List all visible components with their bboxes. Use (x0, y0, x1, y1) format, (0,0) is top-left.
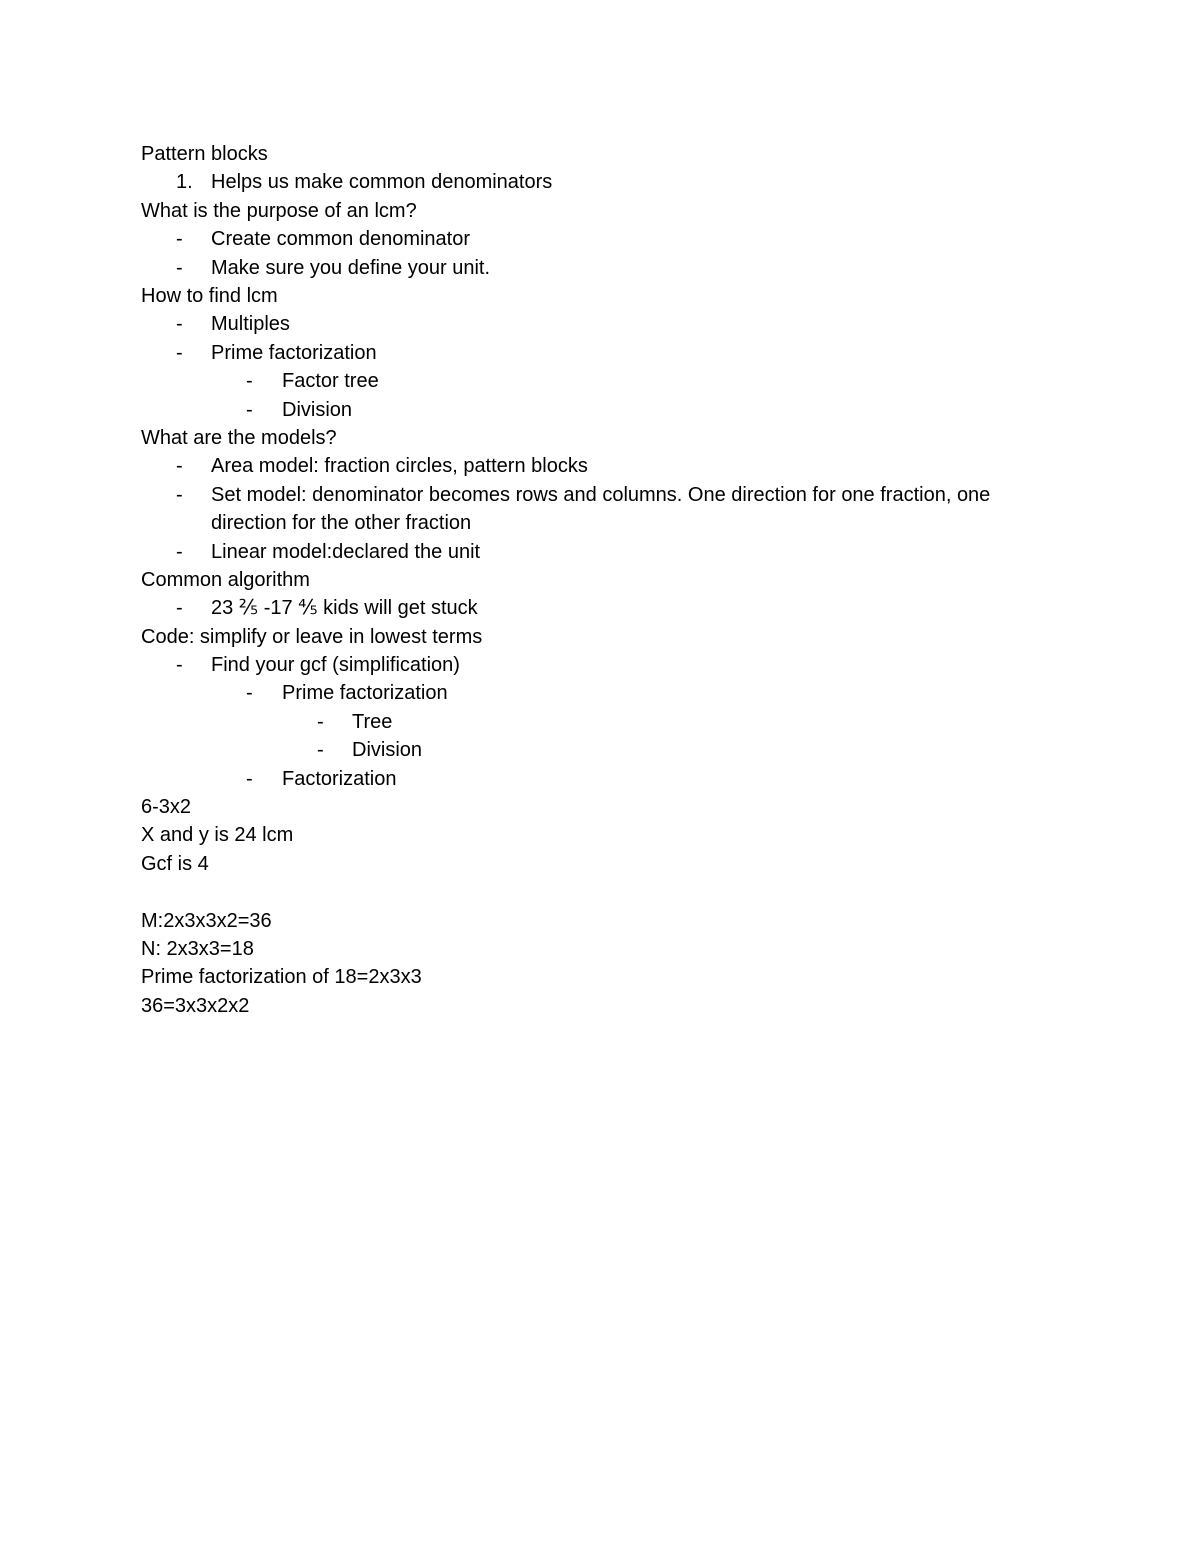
line-text: Area model: fraction circles, pattern blocks (211, 455, 588, 478)
line-text: Division (352, 739, 423, 762)
line-text: Find your gcf (simplification) (211, 654, 460, 677)
line-text: How to find lcm (141, 284, 278, 307)
bullet-dash: - (176, 654, 183, 677)
bullet-dash: - (176, 313, 183, 336)
list-item (141, 594, 1081, 622)
line-text: Prime factorization of 18=2x3x3 (141, 966, 422, 989)
list-item (141, 481, 1081, 538)
line-text: Helps us make common denominators (211, 171, 553, 194)
bullet-dash: - (246, 767, 253, 790)
bullet-dash: - (176, 228, 183, 251)
line-text: M:2x3x3x2=36 (141, 909, 272, 932)
line-text: Prime factorization (282, 682, 448, 705)
blank-line (141, 878, 1081, 906)
heading-line (141, 992, 1081, 1020)
bullet-dash: - (176, 341, 183, 364)
heading-line (141, 963, 1081, 991)
bullet-dash: - (246, 682, 253, 705)
bullet-dash: - (176, 483, 183, 506)
line-text: N: 2x3x3=18 (141, 937, 254, 960)
list-item (141, 310, 1081, 338)
heading-line (141, 935, 1081, 963)
bullet-dash: - (317, 710, 324, 733)
bullet-dash: - (176, 256, 183, 279)
heading-line (141, 140, 1081, 168)
line-text: X and y is 24 lcm (141, 824, 294, 847)
list-item (141, 367, 1081, 395)
line-text: 36=3x3x2x2 (141, 994, 250, 1017)
line-text: Division (282, 398, 353, 421)
line-text: Prime factorization (211, 341, 377, 364)
list-item (141, 339, 1081, 367)
line-text: What are the models? (141, 426, 337, 449)
heading-line (141, 850, 1081, 878)
line-text: 23 ⅖ -17 ⅘ kids will get stuck (211, 597, 478, 620)
list-item (141, 538, 1081, 566)
line-text: What is the purpose of an lcm? (141, 199, 417, 222)
heading-line (141, 793, 1081, 821)
line-text: Multiples (211, 313, 290, 336)
document-body (141, 140, 1081, 1020)
line-text: Gcf is 4 (141, 852, 209, 875)
line-text: Create common denominator (211, 228, 471, 251)
line-text: Set model: denominator becomes rows and columns. One direction for one fraction, one direction for the other fraction (211, 483, 991, 535)
line-text: Factor tree (282, 370, 379, 393)
list-item (141, 168, 1081, 196)
heading-line (141, 566, 1081, 594)
list-item (141, 736, 1081, 764)
line-text: Factorization (282, 767, 397, 790)
bullet-dash: - (317, 739, 324, 762)
list-item (141, 765, 1081, 793)
bullet-dash: - (176, 597, 183, 620)
list-item (141, 254, 1081, 282)
bullet-dash: - (176, 540, 183, 563)
bullet-dash: - (246, 398, 253, 421)
list-item (141, 679, 1081, 707)
line-text: Tree (352, 710, 393, 733)
list-item (141, 396, 1081, 424)
list-item (141, 708, 1081, 736)
line-text: Code: simplify or leave in lowest terms (141, 625, 483, 648)
line-text: 6-3x2 (141, 796, 192, 819)
list-number: 1. (176, 171, 193, 194)
list-item (141, 452, 1081, 480)
list-item (141, 225, 1081, 253)
line-text: Common algorithm (141, 568, 310, 591)
list-item (141, 651, 1081, 679)
heading-line (141, 907, 1081, 935)
heading-line (141, 197, 1081, 225)
heading-line (141, 623, 1081, 651)
line-text: Linear model:declared the unit (211, 540, 481, 563)
heading-line (141, 424, 1081, 452)
bullet-dash: - (246, 370, 253, 393)
heading-line (141, 821, 1081, 849)
line-text: Make sure you define your unit. (211, 256, 491, 279)
bullet-dash: - (176, 455, 183, 478)
heading-line (141, 282, 1081, 310)
line-text: Pattern blocks (141, 143, 268, 165)
